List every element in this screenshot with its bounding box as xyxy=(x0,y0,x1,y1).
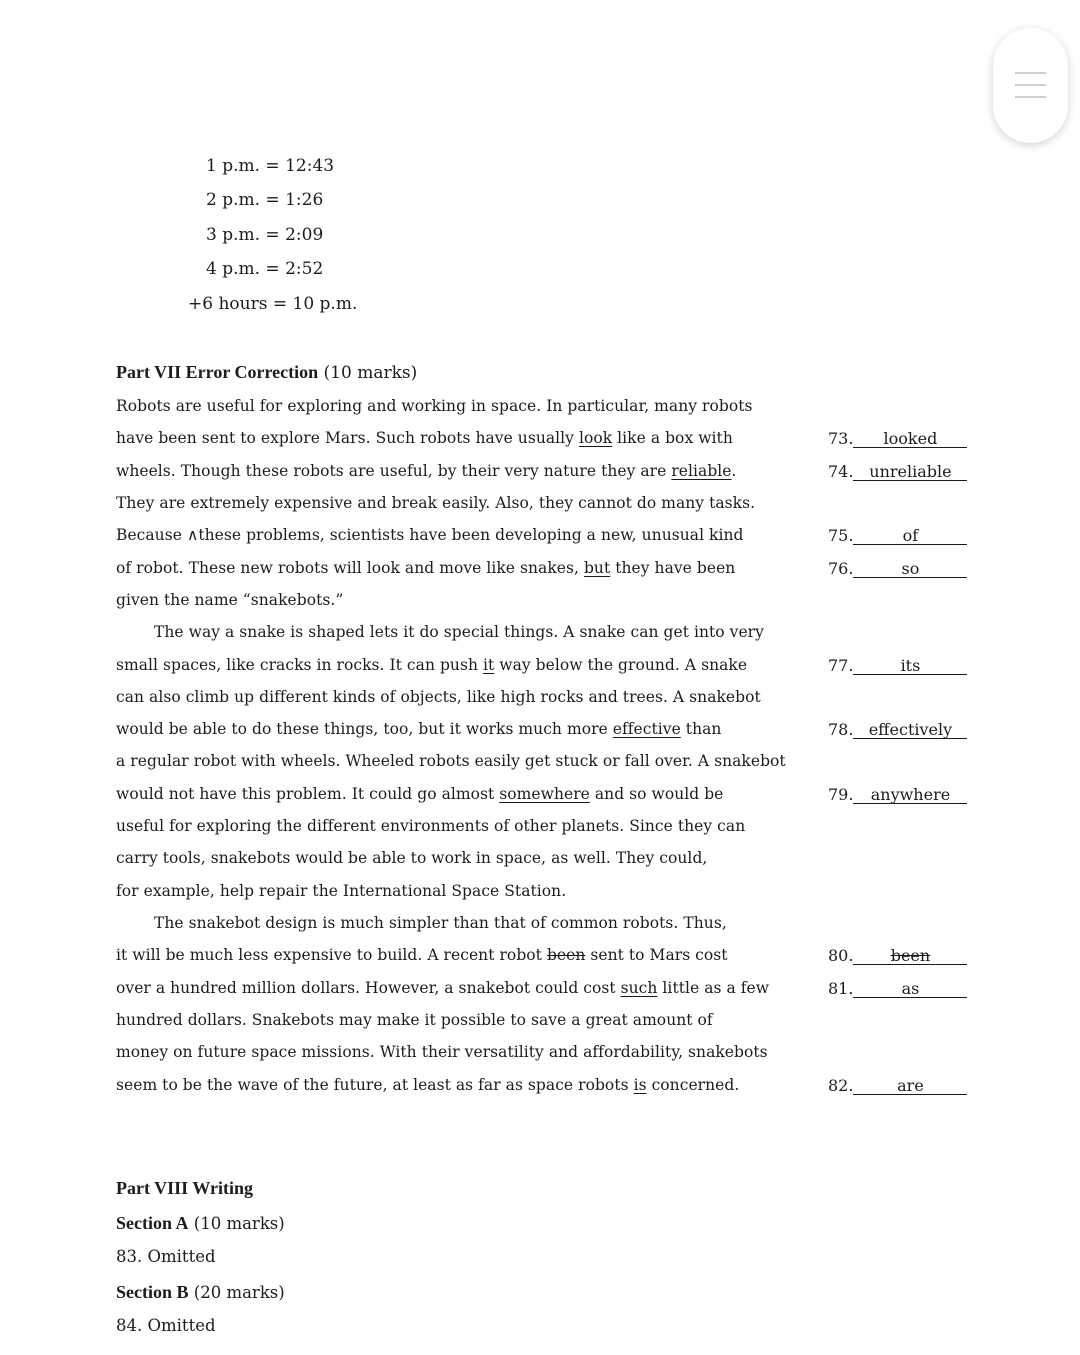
passage-line: hundred dollars. Snakebots may make it possible to save a great amount of xyxy=(116,1011,713,1029)
section-b-heading xyxy=(116,1282,285,1303)
part8-heading xyxy=(116,1178,253,1199)
error-word: but xyxy=(583,559,611,577)
text: . xyxy=(731,462,737,480)
passage-line: The way a snake is shaped lets it do special things. A snake can get into very xyxy=(154,623,764,641)
answer-number: 80. xyxy=(828,946,854,965)
error-word: is xyxy=(633,1076,647,1094)
part7-title: Part VII Error Correction xyxy=(116,362,319,382)
answer-blank: effectively xyxy=(853,721,967,739)
passage-line xyxy=(116,785,723,803)
menu-icon-bar xyxy=(1015,84,1046,86)
answer-number: 78. xyxy=(828,720,854,739)
text: concerned. xyxy=(646,1076,740,1094)
text: Because xyxy=(116,526,182,544)
part7-heading xyxy=(116,362,417,383)
answer-blank: as xyxy=(853,980,967,998)
error-word: look xyxy=(578,429,613,447)
text: little as a few xyxy=(657,979,770,997)
time-line: 4 p.m. = 2:52 xyxy=(206,259,324,279)
passage-line: given the name “snakebots.” xyxy=(116,591,344,609)
passage-line: The snakebot design is much simpler than that of common robots. Thus, xyxy=(154,914,727,932)
section-b-title: Section B xyxy=(116,1282,189,1302)
section-a-title: Section A xyxy=(116,1213,189,1233)
answer-item xyxy=(828,559,967,578)
menu-button[interactable] xyxy=(993,28,1068,143)
answer-item xyxy=(828,979,967,998)
passage-line xyxy=(116,979,769,997)
passage-line xyxy=(116,946,728,964)
time-line: 2 p.m. = 1:26 xyxy=(206,190,324,210)
text: wheels. Though these robots are useful, by their very nature they are xyxy=(116,462,672,480)
answer-blank: looked xyxy=(853,430,967,448)
text: would not have this problem. It could go almost xyxy=(116,785,500,803)
error-word: such xyxy=(620,979,658,997)
text: like a box with xyxy=(612,429,733,447)
item-83: 83. Omitted xyxy=(116,1247,216,1266)
answer-number: 81. xyxy=(828,979,854,998)
text: seem to be the wave of the future, at least as far as space robots xyxy=(116,1076,634,1094)
passage-line: for example, help repair the International Space Station. xyxy=(116,882,567,900)
text: and so would be xyxy=(589,785,724,803)
answer-number: 73. xyxy=(828,429,854,448)
answer-number: 76. xyxy=(828,559,854,578)
answer-item xyxy=(828,526,967,545)
passage-line: Robots are useful for exploring and working in space. In particular, many robots xyxy=(116,397,753,415)
text: these problems, scientists have been developing a new, unusual kind xyxy=(198,526,744,544)
text: way below the ground. A snake xyxy=(494,656,748,674)
passage-line: money on future space missions. With their versatility and affordability, snakebots xyxy=(116,1043,768,1061)
answer-item xyxy=(828,785,967,804)
answer-item xyxy=(828,656,967,675)
answer-blank: anywhere xyxy=(853,786,967,804)
passage-line: can also climb up different kinds of objects, like high rocks and trees. A snakebot xyxy=(116,688,761,706)
insert-caret: ∧ xyxy=(186,526,199,544)
passage-line: They are extremely expensive and break easily. Also, they cannot do many tasks. xyxy=(116,494,756,512)
answer-number: 77. xyxy=(828,656,854,675)
answer-number: 74. xyxy=(828,462,854,481)
error-word-struck: been xyxy=(546,946,586,964)
passage-line: a regular robot with wheels. Wheeled robots easily get stuck or fall over. A snakebot xyxy=(116,752,786,770)
item-84: 84. Omitted xyxy=(116,1316,216,1335)
answer-item xyxy=(828,946,967,965)
menu-icon-bar xyxy=(1015,72,1046,74)
passage-line: carry tools, snakebots would be able to work in space, as well. They could, xyxy=(116,849,708,867)
answer-blank: are xyxy=(853,1077,967,1095)
part8-title: Part VIII Writing xyxy=(116,1178,254,1198)
error-word: it xyxy=(482,656,495,674)
answer-number: 75. xyxy=(828,526,854,545)
text: they have been xyxy=(610,559,736,577)
passage-line xyxy=(116,559,735,577)
error-word: somewhere xyxy=(499,785,590,803)
answer-item xyxy=(828,429,967,448)
error-word: effective xyxy=(612,720,681,738)
section-a-heading xyxy=(116,1213,285,1234)
text: small spaces, like cracks in rocks. It can push xyxy=(116,656,483,674)
answer-item xyxy=(828,1076,967,1095)
answer-blank: of xyxy=(853,527,967,545)
passage-line: useful for exploring the different environments of other planets. Since they can xyxy=(116,817,746,835)
time-line: +6 hours = 10 p.m. xyxy=(188,294,358,314)
passage-line xyxy=(116,429,733,447)
passage-line xyxy=(116,526,744,544)
passage-line xyxy=(116,462,737,480)
error-word: reliable xyxy=(671,462,732,480)
section-a-marks: (10 marks) xyxy=(193,1214,285,1233)
answer-item xyxy=(828,462,967,481)
text: would be able to do these things, too, but it works much more xyxy=(116,720,613,738)
answer-blank: unreliable xyxy=(853,463,967,481)
answer-blank-struck xyxy=(853,947,967,965)
passage-line xyxy=(116,720,721,738)
text: than xyxy=(680,720,722,738)
text: it will be much less expensive to build. A recent robot xyxy=(116,946,547,964)
time-line: 1 p.m. = 12:43 xyxy=(206,156,335,176)
part7-marks: (10 marks) xyxy=(323,363,418,383)
answer-blank: so xyxy=(853,560,967,578)
text: over a hundred million dollars. However, a snakebot could cost xyxy=(116,979,621,997)
time-line: 3 p.m. = 2:09 xyxy=(206,225,324,245)
text: of robot. These new robots will look and move like snakes, xyxy=(116,559,584,577)
passage-line xyxy=(116,1076,739,1094)
struck-word: been xyxy=(890,946,931,965)
answer-number: 82. xyxy=(828,1076,854,1095)
answer-blank: its xyxy=(853,657,967,675)
answer-item xyxy=(828,720,967,739)
menu-icon-bar xyxy=(1015,96,1046,98)
text: have been sent to explore Mars. Such robots have usually xyxy=(116,429,579,447)
answer-number: 79. xyxy=(828,785,854,804)
text: sent to Mars cost xyxy=(585,946,728,964)
passage-line xyxy=(116,656,747,674)
section-b-marks: (20 marks) xyxy=(193,1283,285,1302)
